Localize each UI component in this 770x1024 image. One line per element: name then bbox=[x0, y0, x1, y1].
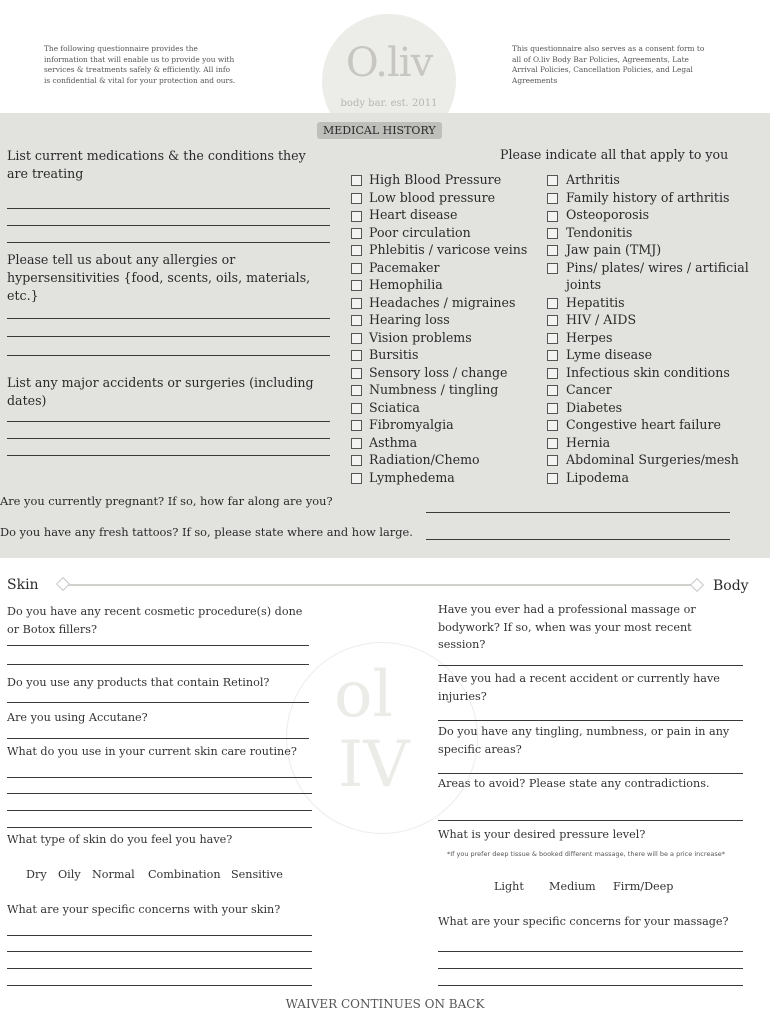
checkbox-jaw-pain[interactable] bbox=[547, 245, 558, 256]
condition-label: Congestive heart failure bbox=[566, 417, 721, 432]
condition-label: Headaches / migraines bbox=[369, 295, 516, 310]
accidents-answer-line[interactable] bbox=[7, 438, 330, 439]
skin-answer-line[interactable] bbox=[7, 664, 309, 665]
checkbox-vision-problems[interactable] bbox=[351, 333, 362, 344]
checkbox-congestive-heart-failure[interactable] bbox=[547, 420, 558, 431]
condition-label: joints bbox=[566, 277, 602, 292]
body-concerns-question: What are your specific concerns for your massage? bbox=[438, 915, 729, 928]
allergies-answer-line[interactable] bbox=[7, 355, 330, 356]
body-answer-line[interactable] bbox=[438, 720, 743, 721]
condition-label: Herpes bbox=[566, 330, 613, 345]
checkbox-heart-disease[interactable] bbox=[351, 211, 362, 222]
skin-answer-line[interactable] bbox=[7, 810, 312, 811]
checkbox-sensory-loss[interactable] bbox=[351, 368, 362, 379]
checkbox-poor-circulation[interactable] bbox=[351, 228, 362, 239]
condition-label: Hernia bbox=[566, 435, 611, 450]
skin-answer-line[interactable] bbox=[7, 968, 312, 969]
condition-label: Low blood pressure bbox=[369, 190, 496, 205]
skin-answer-line[interactable] bbox=[7, 645, 309, 646]
condition-label: Hearing loss bbox=[369, 312, 450, 327]
accidents-answer-line[interactable] bbox=[7, 455, 330, 456]
condition-label: Bursitis bbox=[369, 347, 419, 362]
body-injury-question: Have you had a recent accident or currently have injuries? bbox=[438, 672, 720, 703]
medications-answer-line[interactable] bbox=[7, 242, 330, 243]
skin-answer-line[interactable] bbox=[7, 793, 312, 794]
skin-routine-question: What do you use in your current skin care routine? bbox=[7, 745, 297, 758]
skin-answer-line[interactable] bbox=[7, 985, 312, 986]
allergies-answer-line[interactable] bbox=[7, 318, 330, 319]
condition-label: Arthritis bbox=[566, 172, 620, 187]
pregnant-question: Are you currently pregnant? If so, how far along are you? bbox=[0, 494, 333, 508]
checkbox-abdominal-surgeries[interactable] bbox=[547, 455, 558, 466]
checkbox-bursitis[interactable] bbox=[351, 350, 362, 361]
skin-type-option-normal[interactable]: Normal bbox=[92, 868, 135, 881]
allergies-question: Please tell us about any allergies or hypersensitivities {food, scents, oils, materials, etc.} bbox=[7, 252, 311, 303]
checkbox-headaches[interactable] bbox=[351, 298, 362, 309]
footer-waiver: WAIVER CONTINUES ON BACK bbox=[285, 997, 485, 1011]
condition-label: Heart disease bbox=[369, 207, 458, 222]
skin-type-option-oily[interactable]: Oily bbox=[58, 868, 81, 881]
checkbox-numbness[interactable] bbox=[351, 385, 362, 396]
condition-label: Phlebitis / varicose veins bbox=[369, 242, 528, 257]
skin-answer-line[interactable] bbox=[7, 935, 312, 936]
checkbox-fibromyalgia[interactable] bbox=[351, 420, 362, 431]
checkbox-lymphedema[interactable] bbox=[351, 473, 362, 484]
checkbox-lyme-disease[interactable] bbox=[547, 350, 558, 361]
checkbox-hiv-aids[interactable] bbox=[547, 315, 558, 326]
checkbox-asthma[interactable] bbox=[351, 438, 362, 449]
condition-label: Lyme disease bbox=[566, 347, 653, 362]
condition-label: Diabetes bbox=[566, 400, 623, 415]
medications-answer-line[interactable] bbox=[7, 208, 330, 209]
skin-answer-line[interactable] bbox=[7, 738, 309, 739]
condition-label: Tendonitis bbox=[566, 225, 633, 240]
skin-cosmetic-question: Do you have any recent cosmetic procedure(s) done or Botox fillers? bbox=[7, 605, 303, 636]
condition-label: Family history of arthritis bbox=[566, 190, 730, 205]
checkbox-cancer[interactable] bbox=[547, 385, 558, 396]
condition-label: Pins/ plates/ wires / artificial bbox=[566, 260, 749, 275]
skin-retinol-question: Do you use any products that contain Retinol? bbox=[7, 676, 270, 689]
checkbox-infectious-skin[interactable] bbox=[547, 368, 558, 379]
checkbox-high-blood-pressure[interactable] bbox=[351, 175, 362, 186]
checkbox-phlebitis[interactable] bbox=[351, 245, 362, 256]
body-answer-line[interactable] bbox=[438, 985, 743, 986]
pressure-option-firm[interactable]: Firm/Deep bbox=[613, 880, 674, 893]
divider-diamond bbox=[56, 577, 70, 591]
condition-label: Hepatitis bbox=[566, 295, 625, 310]
tattoos-question: Do you have any fresh tattoos? If so, please state where and how large. bbox=[0, 525, 413, 539]
body-answer-line[interactable] bbox=[438, 820, 743, 821]
condition-label: Lymphedema bbox=[369, 470, 455, 485]
pressure-option-medium[interactable]: Medium bbox=[549, 880, 596, 893]
skin-concerns-question: What are your specific concerns with your skin? bbox=[7, 903, 281, 916]
body-avoid-question: Areas to avoid? Please state any contradictions. bbox=[438, 777, 710, 790]
checkbox-tendonitis[interactable] bbox=[547, 228, 558, 239]
checkbox-pacemaker[interactable] bbox=[351, 263, 362, 274]
body-pressure-question: What is your desired pressure level? bbox=[438, 828, 646, 841]
checkbox-hernia[interactable] bbox=[547, 438, 558, 449]
logo: O.liv bbox=[345, 40, 433, 86]
checkbox-lipodema[interactable] bbox=[547, 473, 558, 484]
divider-diamond bbox=[690, 578, 704, 592]
medical-history-title: MEDICAL HISTORY bbox=[317, 122, 442, 139]
skin-body-divider bbox=[64, 584, 698, 586]
body-answer-line[interactable] bbox=[438, 968, 743, 969]
skin-type-option-sensitive[interactable]: Sensitive bbox=[231, 868, 283, 881]
checkbox-pins-plates[interactable] bbox=[547, 263, 558, 274]
pressure-note: *If you prefer deep tissue & booked different massage, there will be a price increase* bbox=[447, 850, 725, 858]
condition-label: Sciatica bbox=[369, 400, 420, 415]
checkbox-hemophilia[interactable] bbox=[351, 280, 362, 291]
condition-label: Radiation/Chemo bbox=[369, 452, 480, 467]
condition-label: Abdominal Surgeries/mesh bbox=[566, 452, 739, 467]
skin-answer-line[interactable] bbox=[7, 777, 312, 778]
skin-answer-line[interactable] bbox=[7, 951, 312, 952]
medications-question: List current medications & the conditions they are treating bbox=[7, 148, 306, 181]
condition-label: Pacemaker bbox=[369, 260, 440, 275]
body-tingling-question: Do you have any tingling, numbness, or pain in any specific areas? bbox=[438, 725, 730, 756]
condition-label: Asthma bbox=[369, 435, 418, 450]
condition-label: Fibromyalgia bbox=[369, 417, 454, 432]
checkbox-radiation-chemo[interactable] bbox=[351, 455, 362, 466]
medications-answer-line[interactable] bbox=[7, 225, 330, 226]
condition-label: Sensory loss / change bbox=[369, 365, 508, 380]
pressure-option-light[interactable]: Light bbox=[494, 880, 524, 893]
condition-label: Cancer bbox=[566, 382, 612, 397]
skin-type-option-combination[interactable]: Combination bbox=[148, 868, 221, 881]
skin-type-option-dry[interactable]: Dry bbox=[26, 868, 47, 881]
condition-label: Jaw pain (TMJ) bbox=[566, 242, 662, 257]
checkbox-hearing-loss[interactable] bbox=[351, 315, 362, 326]
checkbox-hepatitis[interactable] bbox=[547, 298, 558, 309]
condition-label: Poor circulation bbox=[369, 225, 471, 240]
condition-label: Hemophilia bbox=[369, 277, 443, 292]
condition-label: Osteoporosis bbox=[566, 207, 650, 222]
checkbox-low-blood-pressure[interactable] bbox=[351, 193, 362, 204]
pregnant-answer-line[interactable] bbox=[426, 512, 730, 513]
condition-label: Numbness / tingling bbox=[369, 382, 499, 397]
checkbox-sciatica[interactable] bbox=[351, 403, 362, 414]
skin-accutane-question: Are you using Accutane? bbox=[7, 711, 148, 724]
condition-label: Infectious skin conditions bbox=[566, 365, 730, 380]
body-answer-line[interactable] bbox=[438, 665, 743, 666]
condition-label: Vision problems bbox=[369, 330, 472, 345]
condition-label: Lipodema bbox=[566, 470, 629, 485]
body-answer-line[interactable] bbox=[438, 773, 743, 774]
checkbox-family-arthritis[interactable] bbox=[547, 193, 558, 204]
skin-heading: Skin bbox=[7, 577, 39, 593]
watermark-logo: ol bbox=[334, 658, 393, 732]
checkbox-herpes[interactable] bbox=[547, 333, 558, 344]
header-left-note: The following questionnaire provides the information that will enable us to provide you with services & treatments safely & efficiently. All info is confidential & vital for your protection and ours. bbox=[44, 44, 236, 85]
accidents-question: List any major accidents or surgeries (including dates) bbox=[7, 375, 314, 408]
skin-answer-line[interactable] bbox=[7, 702, 309, 703]
accidents-answer-line[interactable] bbox=[7, 421, 330, 422]
tattoos-answer-line[interactable] bbox=[426, 539, 730, 540]
body-massage-question: Have you ever had a professional massage or bodywork? If so, when was your most recent session? bbox=[438, 603, 696, 651]
indicate-label: Please indicate all that apply to you bbox=[500, 147, 729, 162]
logo-subtitle: body bar. est. 2011 bbox=[340, 98, 438, 109]
header-right-note: This questionnaire also serves as a consent form to all of O.liv Body Bar Policies, Agreements, Late Arrival Policies, Cancellation Policies, and Legal Agreements bbox=[512, 44, 705, 85]
watermark-logo: IV bbox=[338, 728, 410, 802]
checkbox-arthritis[interactable] bbox=[547, 175, 558, 186]
allergies-answer-line[interactable] bbox=[7, 336, 330, 337]
skin-type-question: What type of skin do you feel you have? bbox=[7, 833, 233, 846]
condition-label: HIV / AIDS bbox=[566, 312, 637, 327]
skin-answer-line[interactable] bbox=[7, 827, 312, 828]
checkbox-osteoporosis[interactable] bbox=[547, 211, 558, 222]
body-answer-line[interactable] bbox=[438, 951, 743, 952]
checkbox-diabetes[interactable] bbox=[547, 403, 558, 414]
condition-label: High Blood Pressure bbox=[369, 172, 502, 187]
body-heading: Body bbox=[713, 578, 749, 594]
